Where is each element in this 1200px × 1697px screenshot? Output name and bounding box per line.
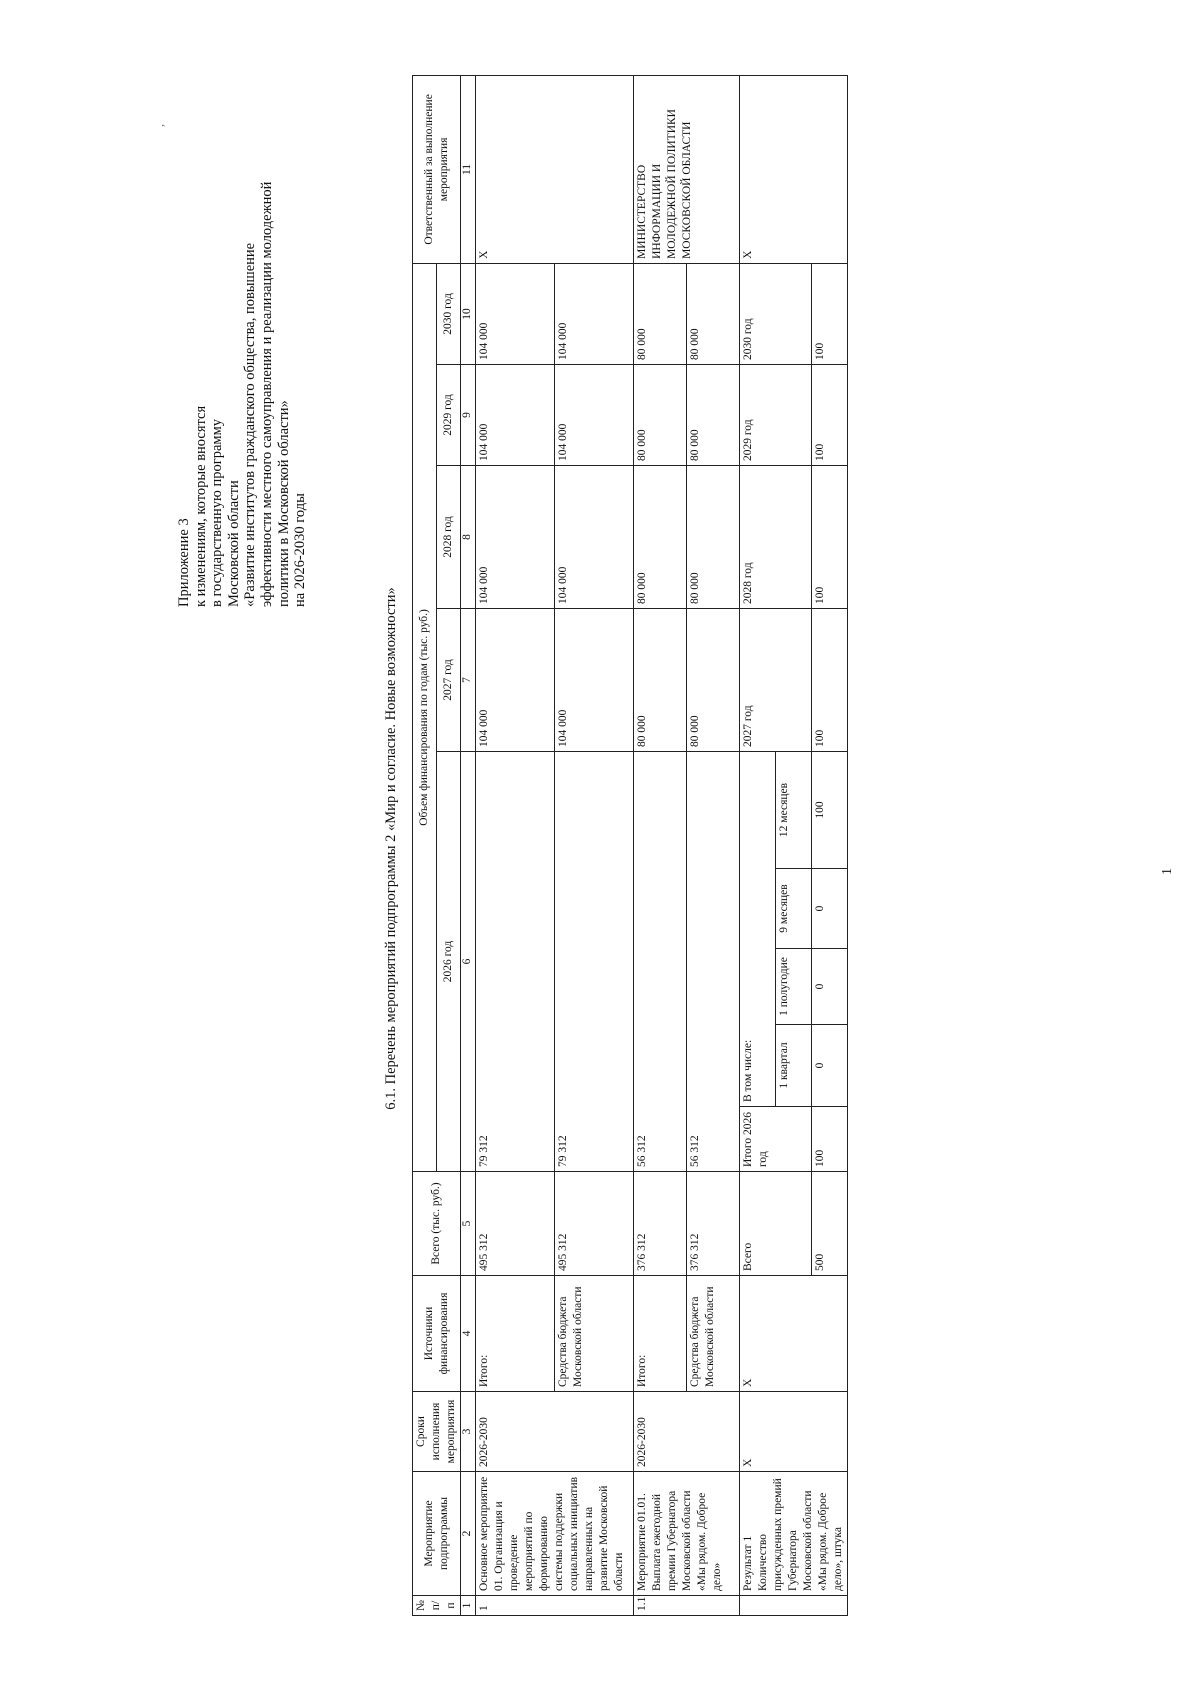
result-value-itogo-2026: 100 bbox=[812, 1107, 848, 1172]
value-2027: 80 000 bbox=[634, 609, 687, 752]
events-table bbox=[412, 75, 848, 1616]
result-header-h1: 1 полугодие bbox=[776, 949, 812, 1025]
col-number: 10 bbox=[461, 263, 476, 364]
col-number: 11 bbox=[461, 75, 476, 263]
value-2030: 80 000 bbox=[634, 263, 687, 364]
event-name: Мероприятие 01.01. Выплата ежегодной премии Губернатора Московской области «Мы рядом. Доброе дело» bbox=[634, 1472, 740, 1596]
result-header-2029: 2029 год bbox=[740, 365, 812, 466]
result-source: X bbox=[740, 1276, 848, 1392]
table-row bbox=[634, 75, 687, 1615]
approval-line: «Развитие институтов гражданского общества, повышение bbox=[242, 242, 259, 607]
result-header-itogo-2026: Итого 2026 год bbox=[740, 1107, 812, 1172]
approval-block bbox=[176, 47, 309, 607]
approval-line: в государственную программу bbox=[209, 418, 226, 607]
result-header-total: Всего bbox=[740, 1172, 812, 1276]
value-2027: 104 000 bbox=[555, 609, 634, 752]
header-row bbox=[413, 75, 437, 1615]
source-total: Итого: bbox=[476, 1276, 555, 1392]
result-value-h1: 0 bbox=[812, 949, 848, 1025]
value-2029: 80 000 bbox=[687, 365, 740, 466]
value-2030: 80 000 bbox=[687, 263, 740, 364]
table-row bbox=[687, 75, 740, 1615]
responsible: МИНИСТЕРСТВО ИНФОРМАЦИИ И МОЛОДЕЖНОЙ ПОЛИТИКИ МОСКОВСКОЙ ОБЛАСТИ bbox=[634, 75, 740, 263]
approval-line: эффективности местного самоуправления и реализации молодежной bbox=[258, 181, 275, 607]
value-2029: 104 000 bbox=[476, 365, 555, 466]
value-2026: 79 312 bbox=[476, 752, 555, 1172]
row-num: 1 bbox=[476, 1596, 634, 1616]
result-responsible: X bbox=[740, 75, 848, 263]
result-value-2029: 100 bbox=[812, 365, 848, 466]
event-name: Основное мероприятие 01. Организация и проведение мероприятий по формированию системы поддержки социальных инициатив направленных на развитие Московской области bbox=[476, 1472, 634, 1596]
header-2027: 2027 год bbox=[437, 609, 461, 752]
page-number: 1 bbox=[1160, 868, 1175, 875]
header-total: Всего (тыс. руб.) bbox=[413, 1172, 461, 1276]
approval-line: Московской области bbox=[225, 480, 242, 607]
value-2029: 80 000 bbox=[634, 365, 687, 466]
col-number: 6 bbox=[461, 752, 476, 1172]
value-total: 376 312 bbox=[634, 1172, 687, 1276]
value-2026: 56 312 bbox=[687, 752, 740, 1172]
value-2026: 79 312 bbox=[555, 752, 634, 1172]
result-header-2028: 2028 год bbox=[740, 466, 812, 609]
value-2027: 104 000 bbox=[476, 609, 555, 752]
source-total: Итого: bbox=[634, 1276, 687, 1392]
value-2027: 80 000 bbox=[687, 609, 740, 752]
source-budget: Средства бюджета Московской области bbox=[687, 1276, 740, 1392]
col-number: 4 bbox=[461, 1276, 476, 1392]
result-header-q1: 1 квартал bbox=[776, 1025, 812, 1107]
result-value-2030: 100 bbox=[812, 263, 848, 364]
scan-mark: , bbox=[152, 124, 166, 127]
header-num: № п/п bbox=[413, 1596, 461, 1616]
value-2030: 104 000 bbox=[476, 263, 555, 364]
source-budget: Средства бюджета Московской области bbox=[555, 1276, 634, 1392]
approval-line: на 2026-2030 годы bbox=[292, 493, 309, 607]
value-2028: 104 000 bbox=[476, 466, 555, 609]
result-value-2028: 100 bbox=[812, 466, 848, 609]
result-value-12m: 100 bbox=[812, 752, 848, 869]
column-numbers-row bbox=[461, 75, 476, 1615]
value-2028: 104 000 bbox=[555, 466, 634, 609]
result-header-9m: 9 месяцев bbox=[776, 869, 812, 949]
header-2026: 2026 год bbox=[437, 752, 461, 1172]
col-number: 7 bbox=[461, 609, 476, 752]
result-header-2030: 2030 год bbox=[740, 263, 812, 364]
value-total: 495 312 bbox=[555, 1172, 634, 1276]
result-value-9m: 0 bbox=[812, 869, 848, 949]
row-num: 1.1 bbox=[634, 1596, 740, 1616]
responsible: X bbox=[476, 75, 634, 263]
value-2028: 80 000 bbox=[687, 466, 740, 609]
result-value-2027: 100 bbox=[812, 609, 848, 752]
value-2029: 104 000 bbox=[555, 365, 634, 466]
col-number: 9 bbox=[461, 365, 476, 466]
col-number: 3 bbox=[461, 1392, 476, 1472]
event-deadline: 2026-2030 bbox=[476, 1392, 634, 1472]
approval-line: Приложение 3 bbox=[176, 518, 192, 607]
approval-line: политики в Московской области» bbox=[275, 400, 292, 607]
row-num bbox=[740, 1596, 848, 1616]
value-2026: 56 312 bbox=[634, 752, 687, 1172]
approval-line: к изменениям, которые вносятся bbox=[192, 405, 209, 607]
value-2028: 80 000 bbox=[634, 466, 687, 609]
header-2029: 2029 год bbox=[437, 365, 461, 466]
table-row bbox=[555, 75, 634, 1615]
value-total: 495 312 bbox=[476, 1172, 555, 1276]
value-2030: 104 000 bbox=[555, 263, 634, 364]
result-header-12m: 12 месяцев bbox=[776, 752, 812, 869]
result-value-total: 500 bbox=[812, 1172, 848, 1276]
header-funding: Объем финансирования по годам (тыс. руб.) bbox=[413, 263, 437, 1171]
header-deadline: Сроки исполнения мероприятия bbox=[413, 1392, 461, 1472]
result-name: Результат 1 Количество присужденных премий Губернатора Московской области «Мы рядом. Доброе дело», штука bbox=[740, 1472, 848, 1596]
result-header-2027: 2027 год bbox=[740, 609, 812, 752]
result-header-row bbox=[740, 75, 776, 1615]
result-deadline: X bbox=[740, 1392, 848, 1472]
result-header-including: В том числе: bbox=[740, 752, 776, 1107]
col-number: 2 bbox=[461, 1472, 476, 1596]
header-2030: 2030 год bbox=[437, 263, 461, 364]
header-sources: Источники финансирования bbox=[413, 1276, 461, 1392]
col-number: 1 bbox=[461, 1596, 476, 1616]
col-number: 5 bbox=[461, 1172, 476, 1276]
header-2028: 2028 год bbox=[437, 466, 461, 609]
result-value-q1: 0 bbox=[812, 1025, 848, 1107]
table-row bbox=[476, 75, 555, 1615]
section-title: 6.1. Перечень мероприятий подпрограммы 2 «Мир и согласие. Новые возможности» bbox=[383, 587, 399, 1110]
header-event: Мероприятие подпрограммы bbox=[413, 1472, 461, 1596]
header-responsible: Ответственный за выполнение мероприятия bbox=[413, 75, 461, 263]
col-number: 8 bbox=[461, 466, 476, 609]
event-deadline: 2026-2030 bbox=[634, 1392, 740, 1472]
value-total: 376 312 bbox=[687, 1172, 740, 1276]
